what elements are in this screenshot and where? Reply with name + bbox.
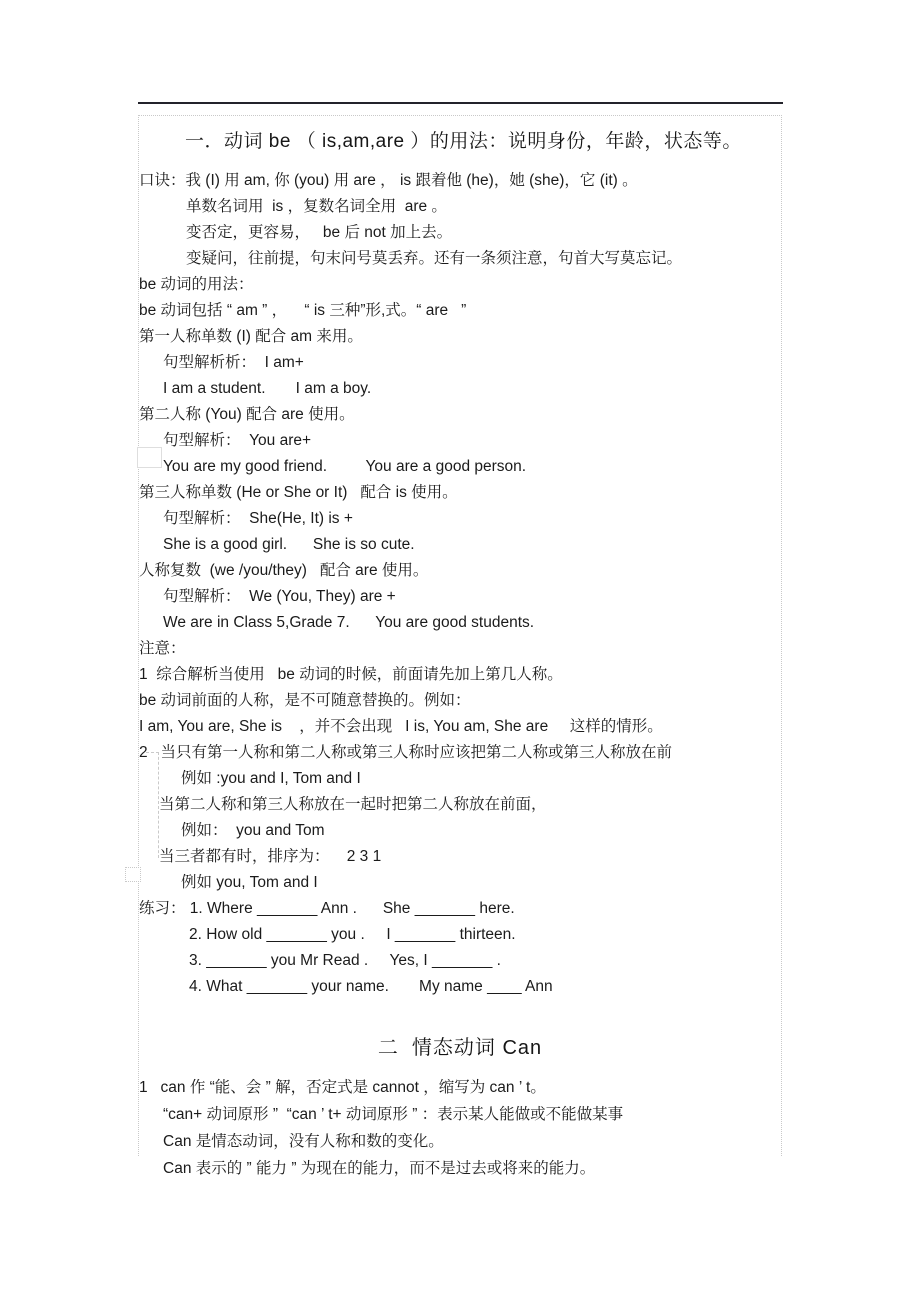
text-line-example: 例如： you and Tom [181, 822, 325, 839]
text-line-plural: 人称复数 (we /you/they) 配合 are 使用。 [139, 562, 429, 579]
text-line-example: I am a student. I am a boy. [163, 380, 372, 397]
text-line-note-2: 2 当只有第一人称和第二人称或第三人称时应该把第二人称或第三人称放在前 [139, 744, 673, 761]
textbox-artifact [137, 447, 162, 468]
exercise-line-4: 4. What _______ your name. My name ____ Ann [189, 978, 553, 995]
exercise-line-3: 3. _______ you Mr Read . Yes, I _______ . [189, 952, 501, 969]
text-line: 变疑问，往前提，句末问号莫丢弃。还有一条须注意，句首大写莫忘记。 [186, 250, 683, 267]
text-line-be-usage: be 动词的用法： [139, 276, 254, 293]
text-line-pattern: 句型解析： You are+ [163, 432, 312, 449]
text-line: be 动词前面的人称，是不可随意替换的。例如： [139, 692, 471, 709]
text-line-example: She is a good girl. She is so cute. [163, 536, 415, 553]
text-line-third-person: 第三人称单数 (He or She or It) 配合 is 使用。 [139, 484, 458, 501]
text-line: 当三者都有时，排序为： 2 3 1 [159, 848, 382, 865]
section2-title: 二 情态动词 Can [377, 1037, 543, 1059]
text-line-koujue: 口诀：我 (I) 用 am, 你 (you) 用 are ， is 跟着他 (he)，她 (she)，它 (it) 。 [139, 172, 638, 189]
text-line: 变否定，更容易， be 后 not 加上去。 [186, 224, 453, 241]
exercise-line-1: 练习： 1. Where _______ Ann . She _______ here. [139, 900, 515, 917]
textbox-dotted-artifact [125, 867, 141, 882]
text-line-example: We are in Class 5,Grade 7. You are good students. [163, 614, 535, 631]
text-line: 单数名词用 is ，复数名词全用 are 。 [186, 198, 447, 215]
text-line-note-header: 注意： [139, 640, 186, 657]
textbox-dashed-border [158, 752, 159, 858]
text-line-example: 例如 you, Tom and I [181, 874, 318, 891]
text-line-pattern: 句型解析： She(He, It) is + [163, 510, 353, 527]
text-line-note-1: 1 综合解析当使用 be 动词的时候，前面请先加上第几人称。 [139, 666, 563, 683]
text-line-first-person: 第一人称单数 (I) 配合 am 来用。 [139, 328, 363, 345]
text-line-can-4: Can 表示的 ” 能力 ” 为现在的能力，而不是过去或将来的能力。 [163, 1160, 596, 1177]
text-line-be-forms: be 动词包括 “ am ” ， “ is 三种”形,式。“ are ” [139, 302, 467, 319]
text-line-can-2: “can+ 动词原形 ” “can ’ t+ 动词原形 ” ：表示某人能做或不能做某事 [163, 1106, 624, 1123]
exercise-line-2: 2. How old _______ you . I _______ thirteen. [189, 926, 516, 943]
text-line-pattern: 句型解析析： I am+ [163, 354, 304, 371]
text-line-second-person: 第二人称 (You) 配合 are 使用。 [139, 406, 355, 423]
content-border-box [138, 115, 782, 1177]
text-line-can-3: Can 是情态动词，没有人称和数的变化。 [163, 1133, 444, 1150]
text-line: I am, You are, She is ，并不会出现 I is, You am, She are 这样的情形。 [139, 718, 663, 735]
text-line: 当第二人称和第三人称放在一起时把第二人称放在前面， [159, 796, 547, 813]
section1-title: 一．动词 be （ is,am,are ）的用法：说明身份，年龄，状态等。 [185, 131, 742, 152]
top-divider-line [138, 102, 783, 104]
text-line-example: 例如 :you and I, Tom and I [181, 770, 361, 787]
text-line-pattern: 句型解析： We (You, They) are + [163, 588, 396, 605]
text-line-can-1: 1 can 作 “能、会 ” 解，否定式是 cannot ，缩写为 can ’ t。 [139, 1079, 546, 1096]
text-line-example: You are my good friend. You are a good person. [163, 458, 527, 475]
